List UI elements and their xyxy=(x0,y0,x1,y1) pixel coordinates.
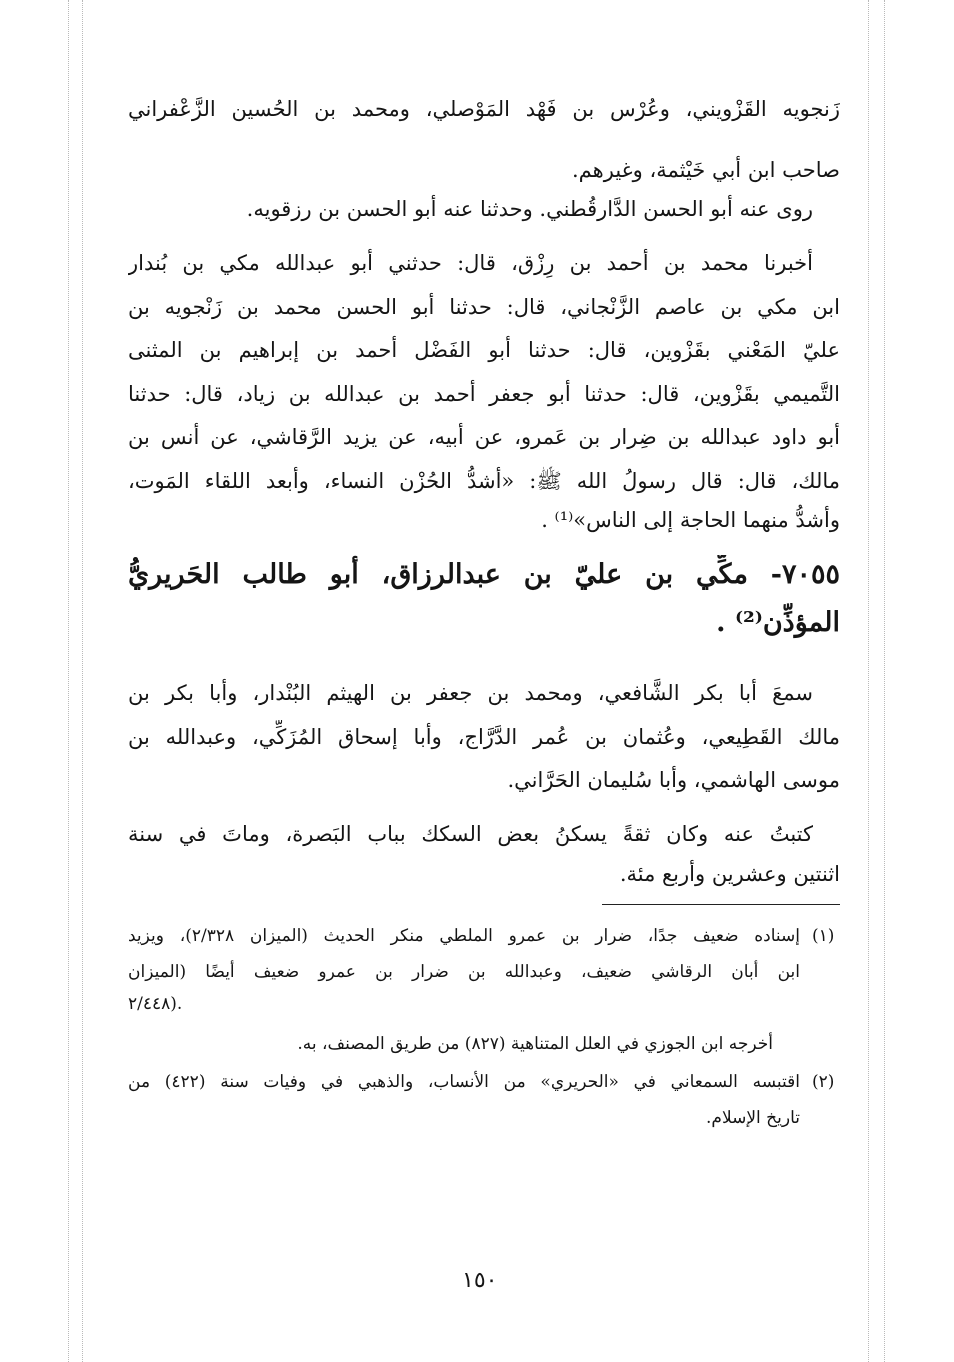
entry-heading-continuation: المؤذِّن⁽²⁾ . xyxy=(716,607,840,638)
footnote-line: اقتبسه السمعاني في «الحريري» من الأنساب، والذهبي في وفيات سنة (٤٢٢) من xyxy=(128,1072,800,1092)
footnote-number: (١) xyxy=(812,926,835,946)
page-number: ١٥٠ xyxy=(462,1268,498,1293)
footnote-line: ٢/٤٤٨). xyxy=(128,994,183,1014)
text-line: ابن مكي بن عاصم الزَّنْجاني، قال: حدثنا أبو الحسن محمد بن زَنْجويه بن xyxy=(128,295,840,319)
text-line: مالك القَطِيعي، وعُثمان بن عُمر الدَّرَّاج، وأبا إسحاق المُزَكِّي، وعبدالله بن xyxy=(128,725,840,749)
text-line: زَنجويه القَزْويني، وعُرْس بن فَهْد المَوْصلي، ومحمد بن الحُسين الزَّعْفراني xyxy=(128,97,840,121)
footnote-line: إسناده ضعيف جدًا، ضرار بن عمرو الملطي منكر الحديث (الميزان ٢/٣٢٨)، ويزيد xyxy=(128,926,800,946)
text-line: التَّميمي بقَزْوين، قال: حدثنا أبو جعفر أحمد بن عبدالله بن زياد، قال: حدثنا xyxy=(128,382,840,406)
text-line: موسى الهاشمي، وأبا سُليمان الحَرَّاني. xyxy=(507,768,840,792)
text-line: أخبرنا محمد بن أحمد بن رِزْق، قال: حدثني أبو عبدالله مكي بن بُندار xyxy=(128,251,813,275)
text-line: سمعَ أبا بكر الشَّافعي، ومحمد بن جعفر بن الهيثم البُنْدار، وأبا بكر بن xyxy=(128,681,813,705)
footnote-number: (٢) xyxy=(812,1072,835,1092)
text-line: مالك، قال: قال رسولُ الله ﷺ: «أشدُّ الحُزْن النساء، وأبعد اللقاء المَوت، xyxy=(128,469,840,493)
footnote-separator xyxy=(602,904,840,905)
footnote-line: أخرجه ابن الجوزي في العلل المتناهية (٨٢٧) من طريق المصنف، به. xyxy=(297,1034,773,1054)
text-line: أبو داود عبدالله بن ضِرار بن عَمرو، عن أبيه، عن يزيد الرَّقاشي، عن أنس بن xyxy=(128,425,840,449)
text-line: عليّ المَعْني بقَزْوين، قال: حدثنا أبو الفَضْل أحمد بن إبراهيم بن المثنى xyxy=(128,338,840,362)
footnote-line: ابن أبان الرقاشي ضعيف، وعبدالله بن ضرار بن عمرو ضعيف أيضًا (الميزان xyxy=(128,962,800,982)
text-line: اثنتين وعشرين وأربع مئة. xyxy=(619,862,840,886)
text-line: وأشدُّ منهما الحاجة إلى الناس»⁽¹⁾ . xyxy=(541,508,840,532)
text-line: كتبتُ عنه وكان ثقةً يسكنُ بعض السكك بباب البَصرة، وماتَ في سنة xyxy=(128,822,813,846)
text-line: روى عنه أبو الحسن الدَّارقُطني. وحدثنا عنه أبو الحسن بن رزقويه. xyxy=(246,197,813,221)
entry-heading: ٧٠٥٥- مكِّي بن عليّ بن عبدالرزاق، أبو طالب الحَريريُّ xyxy=(128,559,840,590)
text-line: صاحب ابن أبي خَيْثمة، وغيرهم. xyxy=(572,158,840,182)
footnote-line: تاريخ الإسلام. xyxy=(706,1108,800,1128)
